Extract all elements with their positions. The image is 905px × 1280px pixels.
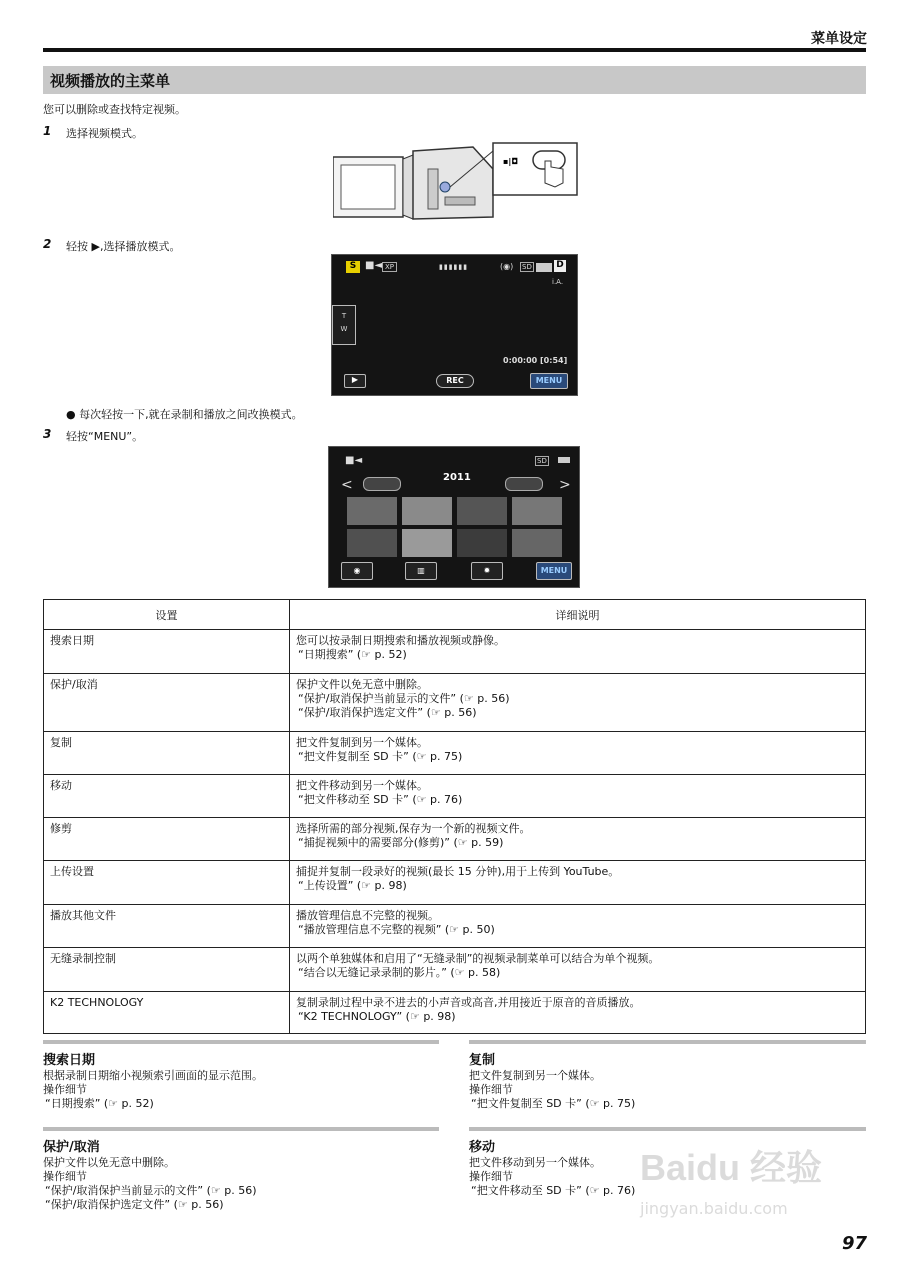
table-row [44,674,866,732]
battery-icon [536,263,552,272]
page-header-title: 菜单设定 [811,31,867,47]
text-line: 保护文件以免无意中删除。 [43,1156,175,1169]
description-text: 捕捉并复制一段录好的视频(最长 15 分钟),用于上传到 YouTube。 [296,865,620,878]
header-setting: 设置 [44,600,290,630]
media-icon: ✹ [483,566,491,575]
menu-button[interactable]: MENU [530,373,568,389]
reference-link[interactable]: “把文件移动至 SD 卡” (☞ p. 76) [471,1184,636,1197]
setting-description-cell [290,818,866,861]
table-row [44,818,866,861]
thumbnail[interactable] [347,497,397,525]
search-date-body [43,1069,263,1111]
thumbnail[interactable] [457,497,507,525]
header-description: 详细说明 [290,600,866,630]
reference-link[interactable]: “上传设置” (☞ p. 98) [298,879,407,892]
table-row [44,992,866,1034]
setting-description-cell [290,905,866,948]
header-rule [43,48,866,52]
text-line: 操作细节 [469,1083,513,1096]
reference-link[interactable]: “把文件移动至 SD 卡” (☞ p. 76) [298,793,463,806]
setting-description-cell [290,732,866,775]
table-row [44,775,866,818]
d-icon: D [554,260,566,272]
play-icon: ▶ [351,375,359,384]
protect-body [43,1156,257,1212]
watermark-brand-cn: 经验 [750,1147,823,1188]
description-text: 以两个单独媒体和启用了“无缝录制”的视频录制菜单可以结合为单个视频。 [296,952,660,965]
index-screen [328,446,580,588]
prev-date-button[interactable] [363,477,401,491]
thumbnail[interactable] [512,529,562,557]
thumbnail[interactable] [402,497,452,525]
play-mode-button[interactable] [344,374,366,388]
setting-description-cell [290,775,866,818]
copy-body [469,1069,635,1111]
thumbnail[interactable] [457,529,507,557]
description-text: 选择所需的部分视频,保存为一个新的视频文件。 [296,822,531,835]
battery-icon [558,457,570,463]
description-text: 把文件复制到另一个媒体。 [296,736,428,749]
thumbnail[interactable] [347,529,397,557]
media-button[interactable] [471,562,503,580]
quality-label: XP [382,262,397,272]
status-dots: ▮▮▮▮▮▮ [439,263,469,271]
setting-description-cell [290,861,866,905]
reference-link[interactable]: “保护/取消保护当前显示的文件” (☞ p. 56) [45,1184,257,1197]
table-row [44,948,866,992]
step-3-text: 轻按“MENU”。 [66,430,144,443]
zoom-wide-label: W [340,325,348,333]
reference-link[interactable]: “把文件复制至 SD 卡” (☞ p. 75) [298,750,463,763]
setting-description-cell [290,674,866,732]
reference-link[interactable]: “把文件复制至 SD 卡” (☞ p. 75) [471,1097,636,1110]
next-arrow-icon[interactable]: > [559,477,571,493]
video-camera-icon: ■◄ [365,260,383,271]
setting-name-cell: 修剪 [44,818,290,861]
subsection-rule [43,1127,439,1131]
setting-name-cell: 播放其他文件 [44,905,290,948]
table-row [44,630,866,674]
text-line: 操作细节 [469,1170,513,1183]
description-text: 您可以按录制日期搜索和播放视频或静像。 [296,634,505,647]
mode-toggle-note-text: 每次轻按一下,就在录制和播放之间改换模式。 [79,408,303,421]
subsection-rule [469,1127,866,1131]
zoom-control[interactable] [332,305,356,345]
record-icon: ◉ [353,566,361,575]
reference-link[interactable]: “捕捉视频中的需要部分(修剪)” (☞ p. 59) [298,836,504,849]
step-1-text: 选择视频模式。 [66,127,143,140]
reference-link[interactable]: “播放管理信息不完整的视频” (☞ p. 50) [298,923,495,936]
video-camera-icon: ■◄ [345,455,363,466]
watermark-brand-text: Baidu [640,1147,741,1188]
table-row [44,861,866,905]
description-text: 把文件移动到另一个媒体。 [296,779,428,792]
section-title: 视频播放的主菜单 [50,72,171,90]
table-header-row [44,600,866,630]
sd-icon: SD [522,263,532,271]
description-text: 复制录制过程中录不进去的小声音或高音,并用接近于原音的音质播放。 [296,996,641,1009]
reference-link[interactable]: “日期搜索” (☞ p. 52) [298,648,407,661]
ia-label: i.A. [552,278,564,286]
zoom-tele-label: T [341,312,347,320]
setting-name-cell: K2 TECHNOLOGY [44,992,290,1034]
subsection-rule [469,1040,866,1044]
time-counter: 0:00:00 [0:54] [503,356,568,365]
text-line: 操作细节 [43,1170,87,1183]
reference-link[interactable]: “结合以无缝记录录制的影片。” (☞ p. 58) [298,966,501,979]
stabilizer-icon: (◉) [500,262,514,271]
thumbnail[interactable] [402,529,452,557]
text-line: 把文件移动到另一个媒体。 [469,1156,601,1169]
prev-arrow-icon[interactable]: < [341,477,353,493]
step-2-number: 2 [43,237,52,251]
section-intro: 您可以删除或查找特定视频。 [43,103,186,116]
setting-name-cell: 上传设置 [44,861,290,905]
record-screen [331,254,578,396]
next-date-button[interactable] [505,477,543,491]
subsection-rule [43,1040,439,1044]
page-number: 97 [841,1233,867,1254]
svg-text:▪|◘: ▪|◘ [503,157,519,166]
watermark-brand [640,1140,870,1191]
protect-title: 保护/取消 [43,1140,100,1155]
setting-name-cell: 移动 [44,775,290,818]
reference-link[interactable]: “K2 TECHNOLOGY” (☞ p. 98) [298,1010,456,1023]
mode-toggle-note: ● 每次轻按一下,就在录制和播放之间改换模式。 [66,408,303,421]
step-3-number: 3 [43,427,52,441]
setting-description-cell [290,992,866,1034]
table-row [44,732,866,775]
step-2-text: 轻按 ▶,选择播放模式。 [66,240,181,253]
setting-name-cell: 无缝录制控制 [44,948,290,992]
rec-button[interactable]: REC [436,374,474,388]
settings-table [43,599,866,1034]
text-line: 根据录制日期缩小视频索引画面的显示范围。 [43,1069,263,1082]
description-text: 保护文件以免无意中删除。 [296,678,428,691]
sd-icon: SD [537,457,547,465]
menu-button[interactable]: MENU [536,562,572,580]
year-label: 2011 [443,472,471,483]
s-mode-icon: S [346,261,360,273]
baidu-watermark [640,1140,870,1240]
watermark-url: jingyan.baidu.com [640,1199,788,1218]
reference-link[interactable]: “保护/取消保护选定文件” (☞ p. 56) [45,1198,224,1211]
table-row [44,905,866,948]
step-1-number: 1 [43,124,52,138]
delete-button[interactable] [405,562,437,580]
record-mode-button[interactable] [341,562,373,580]
setting-name-cell: 保护/取消 [44,674,290,732]
text-line: 把文件复制到另一个媒体。 [469,1069,601,1082]
setting-name-cell: 搜索日期 [44,630,290,674]
move-body [469,1156,635,1198]
reference-link[interactable]: “日期搜索” (☞ p. 52) [45,1097,154,1110]
camera-illustration [333,139,578,224]
copy-title: 复制 [469,1053,496,1068]
search-date-title: 搜索日期 [43,1053,96,1068]
description-text: 播放管理信息不完整的视频。 [296,909,439,922]
reference-link[interactable]: “保护/取消保护当前显示的文件” (☞ p. 56) [298,692,510,705]
setting-description-cell [290,630,866,674]
trash-icon: ▥ [417,566,425,575]
setting-description-cell [290,948,866,992]
setting-name-cell: 复制 [44,732,290,775]
text-line: 操作细节 [43,1083,87,1096]
thumbnail[interactable] [512,497,562,525]
reference-link[interactable]: “保护/取消保护选定文件” (☞ p. 56) [298,706,477,719]
move-title: 移动 [469,1140,496,1155]
